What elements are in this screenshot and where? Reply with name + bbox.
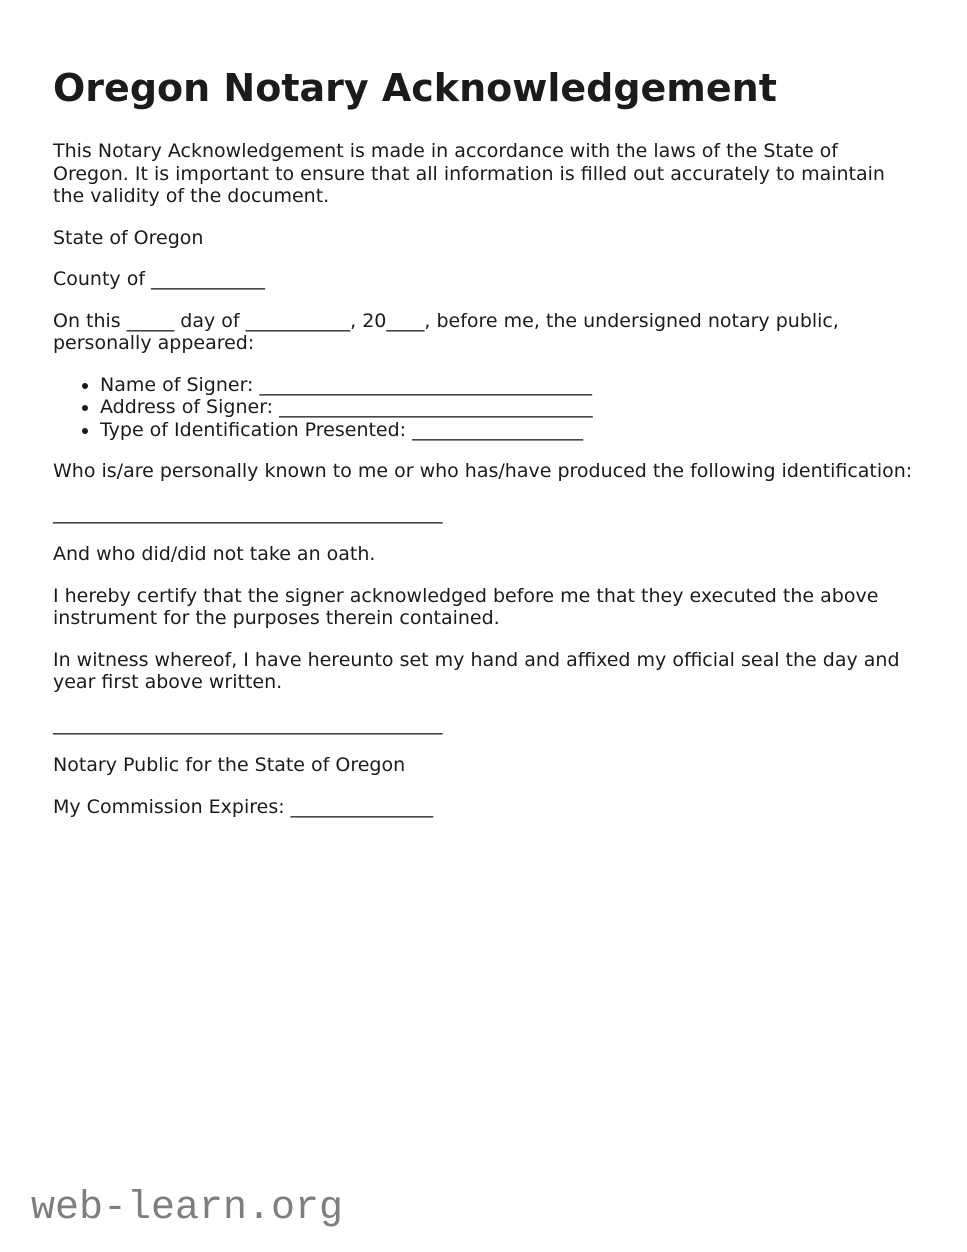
state-line: State of Oregon <box>53 226 204 249</box>
page-title: Oregon Notary Acknowledgement <box>53 66 777 110</box>
notary-title-line: Notary Public for the State of Oregon <box>53 754 406 776</box>
signer-details-list <box>53 374 914 442</box>
notary-signature-blank-line: _________________________________________ <box>53 712 443 735</box>
identification-blank-line: _________________________________________ <box>53 501 443 524</box>
list-item-signer-address: • Address of Signer: _________________________________ <box>100 396 914 419</box>
county-line: County of ____________ <box>53 268 266 290</box>
notary-acknowledgement-form <box>53 0 914 837</box>
date-line: On this _____ day of ___________, 20____, before me, the undersigned notary public, personally appeared: <box>53 309 839 354</box>
identification-line: Who is/are personally known to me or who has/have produced the following identification: <box>53 460 913 482</box>
commission-expires-line: My Commission Expires: _______________ <box>53 795 434 818</box>
witness-paragraph: In witness whereof, I have hereunto set my hand and affixed my official seal the day and year first above written. <box>53 648 900 693</box>
watermark: web-learn.org <box>31 1186 344 1231</box>
list-item-signer-name: • Name of Signer: ___________________________________ <box>100 374 914 397</box>
intro-paragraph: This Notary Acknowledgement is made in accordance with the laws of the State of Oregon. It is important to ensure that all information is filled out accurately to maintain the validity of the document. <box>53 140 885 207</box>
list-item-identification-type: • Type of Identification Presented: __________________ <box>100 419 914 442</box>
oath-line: And who did/did not take an oath. <box>53 543 376 565</box>
certify-paragraph: I hereby certify that the signer acknowledged before me that they executed the above instrument for the purposes therein contained. <box>53 584 879 629</box>
